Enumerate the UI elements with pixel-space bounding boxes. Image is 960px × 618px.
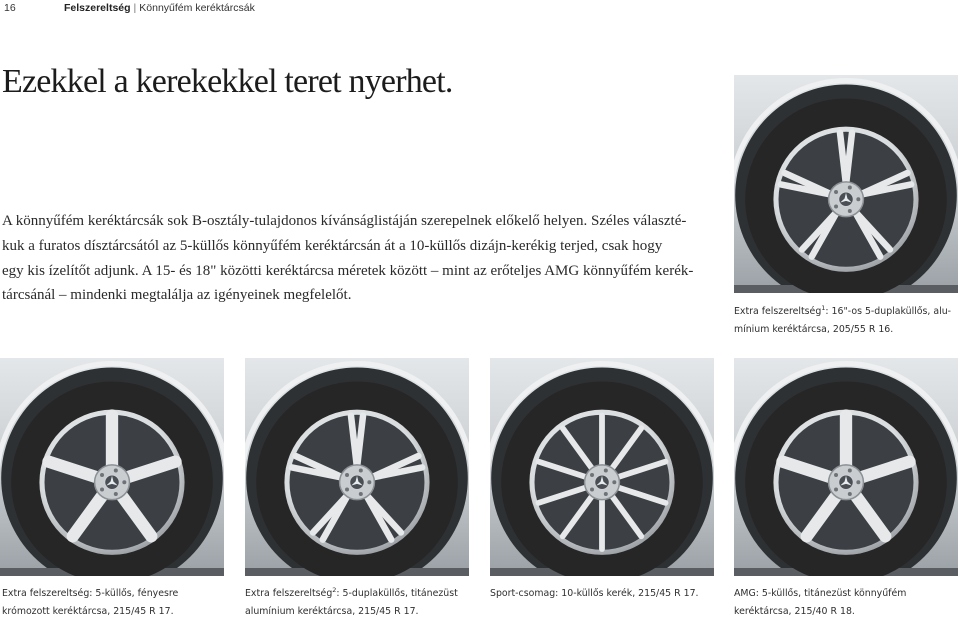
subsection-title: Könnyűfém keréktárcsák bbox=[139, 2, 255, 14]
wheel-caption-chrome-5 bbox=[2, 585, 226, 618]
lug-nut bbox=[856, 480, 860, 484]
page-title: Ezekkel a kerekekkel teret nyerhet. bbox=[2, 63, 453, 100]
caption-line bbox=[490, 585, 714, 603]
lug-nut bbox=[834, 205, 838, 209]
caption-line bbox=[734, 303, 958, 321]
caption-text: Extra felszereltség: 5-küllős, fényesre bbox=[2, 588, 179, 599]
caption-text: Extra felszereltség bbox=[245, 588, 333, 599]
wheel-image-chrome-5 bbox=[0, 358, 224, 576]
lug-nut bbox=[359, 492, 363, 496]
wheel-photo bbox=[734, 75, 958, 293]
lug-nut bbox=[114, 492, 118, 496]
lug-nut bbox=[612, 480, 616, 484]
wheel-caption-featured bbox=[734, 303, 958, 339]
caption-line bbox=[734, 585, 958, 603]
caption-line bbox=[245, 585, 469, 603]
footnote-marker: 1 bbox=[821, 304, 826, 312]
caption-text: AMG: 5-küllős, titánezüst könnyűfém bbox=[734, 588, 907, 599]
lug-nut bbox=[848, 209, 852, 213]
wheel-caption-titanium-double-5 bbox=[245, 585, 469, 618]
lug-nut bbox=[114, 469, 118, 473]
caption-line bbox=[2, 585, 226, 603]
caption-text: krómozott keréktárcsa, 215/45 R 17. bbox=[2, 606, 174, 617]
body-paragraph bbox=[2, 209, 702, 308]
caption-text: : 16"-os 5-duplaküllős, alu- bbox=[825, 306, 952, 317]
wheel-image-titanium-double-5 bbox=[245, 358, 469, 576]
wheel-caption-sport-10 bbox=[490, 585, 714, 603]
caption-text: Sport-csomag: 10-küllős kerék, 215/45 R 17. bbox=[490, 588, 699, 599]
wheel-image-amg-5 bbox=[734, 358, 958, 576]
lug-nut bbox=[345, 473, 349, 477]
lug-nut bbox=[604, 492, 608, 496]
lug-nut bbox=[590, 488, 594, 492]
lug-nut bbox=[834, 488, 838, 492]
lug-nut bbox=[122, 480, 126, 484]
lug-nut bbox=[345, 488, 349, 492]
body-line: tárcsánál – mindenki megtalálja az igényeinek megfelelőt. bbox=[2, 287, 352, 304]
lug-nut bbox=[604, 469, 608, 473]
caption-line bbox=[2, 603, 226, 618]
lug-nut bbox=[834, 473, 838, 477]
footnote-marker: 2 bbox=[332, 586, 337, 594]
section-title: Felszereltség bbox=[64, 2, 131, 14]
body-line: egy kis ízelítőt adjunk. A 15- és 18" közötti keréktárcsa méretek között – mint az erőteljes AMG könnyűfém kerék- bbox=[2, 262, 694, 279]
wheel-photo bbox=[245, 358, 469, 576]
body-line: kuk a furatos dísztárcsától az 5-küllős könnyűfém keréktárcsán át a 10-küllős dizájn-kerékig terjed, csak hogy bbox=[2, 237, 663, 254]
lug-nut bbox=[848, 186, 852, 190]
wheel-photo bbox=[0, 358, 224, 576]
caption-text: : 5-duplaküllős, titánezüst bbox=[336, 588, 458, 599]
page-header bbox=[4, 2, 255, 14]
wheel-image-sport-10 bbox=[490, 358, 714, 576]
lug-nut bbox=[367, 480, 371, 484]
lug-nut bbox=[834, 190, 838, 194]
caption-line bbox=[734, 321, 958, 339]
header-separator: | bbox=[133, 2, 137, 14]
lug-nut bbox=[848, 492, 852, 496]
wheel-photo bbox=[490, 358, 714, 576]
caption-line bbox=[734, 603, 958, 618]
body-line: A könnyűfém keréktárcsák sok B-osztály-tulajdonos kívánságlistáján szerepelnek előkelő helyen. Széles választé- bbox=[2, 213, 687, 229]
lug-nut bbox=[100, 473, 104, 477]
lug-nut bbox=[100, 488, 104, 492]
wheel-caption-amg-5 bbox=[734, 585, 958, 618]
caption-text: mínium keréktárcsa, 205/55 R 16. bbox=[734, 324, 894, 335]
lug-nut bbox=[848, 469, 852, 473]
page-number: 16 bbox=[4, 2, 16, 14]
lug-nut bbox=[856, 197, 860, 201]
lug-nut bbox=[359, 469, 363, 473]
caption-text: keréktárcsa, 215/40 R 18. bbox=[734, 606, 855, 617]
wheel-photo bbox=[734, 358, 958, 576]
caption-text: alumínium keréktárcsa, 215/45 R 17. bbox=[245, 606, 419, 617]
caption-line bbox=[245, 603, 469, 618]
lug-nut bbox=[590, 473, 594, 477]
wheel-image-featured bbox=[734, 75, 958, 293]
caption-text: Extra felszereltség bbox=[734, 306, 822, 317]
